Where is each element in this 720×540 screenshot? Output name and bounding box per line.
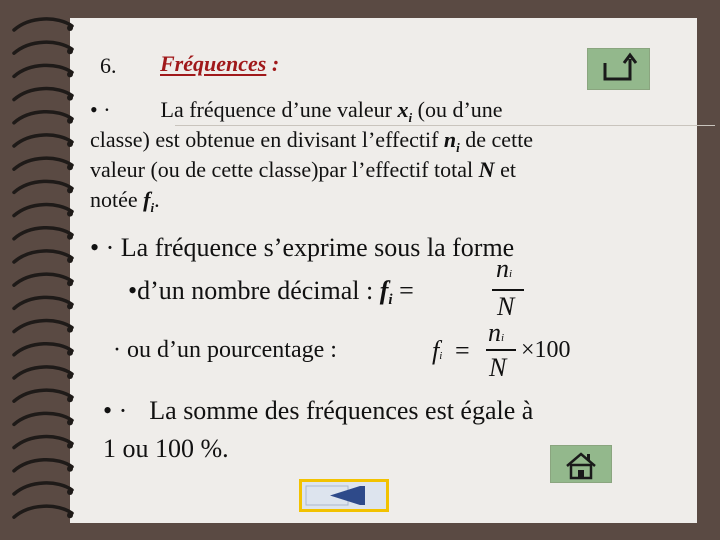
- binding-hole: [67, 234, 73, 240]
- binding-ring: [14, 390, 72, 401]
- lhs: fi: [432, 336, 443, 365]
- binding-hole: [67, 466, 73, 472]
- denominator: N: [497, 292, 515, 321]
- binding-hole: [67, 327, 73, 333]
- var-f: f: [143, 187, 151, 212]
- binding-ring: [14, 135, 72, 146]
- denominator: N: [489, 353, 507, 382]
- sub-i: i: [150, 200, 155, 215]
- binding-hole: [67, 211, 73, 217]
- fraction-bar: [486, 349, 516, 351]
- binding-hole: [67, 489, 73, 495]
- binding-ring: [14, 89, 72, 100]
- bullet: • ·: [90, 233, 115, 262]
- formula-ni-over-N: [492, 256, 532, 322]
- binding-ring: [14, 228, 72, 239]
- paragraph3-line1: [103, 398, 533, 424]
- paragraph3-line2: 1 ou 100 %.: [103, 434, 229, 463]
- binding-hole: [67, 95, 73, 101]
- binding-hole: [67, 443, 73, 449]
- text: (ou d’une: [412, 97, 503, 122]
- binding-ring: [14, 297, 72, 308]
- binding-hole: [67, 164, 73, 170]
- section-title-text: Fréquences: [160, 51, 267, 76]
- binding-hole: [67, 118, 73, 124]
- paragraph2-line3: [113, 338, 337, 362]
- times-100: ×100: [521, 337, 571, 363]
- bullet: • ·: [103, 396, 128, 425]
- back-button[interactable]: [299, 479, 389, 512]
- paragraph1-line1: [90, 97, 503, 125]
- binding-ring: [14, 344, 72, 355]
- text: .: [154, 187, 160, 212]
- binding-ring: [14, 112, 72, 123]
- binding-ring: [14, 274, 72, 285]
- equals: =: [455, 336, 470, 365]
- section-number: 6.: [100, 53, 117, 78]
- spiral-binding: [0, 0, 90, 540]
- numerator: ni: [496, 254, 513, 283]
- formula-percentage: [432, 318, 582, 384]
- binding-hole: [67, 141, 73, 147]
- text: de cette: [459, 127, 534, 152]
- paragraph1-line4: [90, 187, 160, 215]
- bullet: ·: [113, 337, 121, 363]
- binding-ring: [14, 506, 72, 517]
- return-button[interactable]: [587, 48, 650, 90]
- binding-ring: [14, 42, 72, 53]
- binding-ring: [14, 65, 72, 76]
- text: notée: [90, 187, 144, 212]
- var-n: n: [443, 127, 457, 152]
- binding-hole: [67, 48, 73, 54]
- text: et: [494, 157, 516, 182]
- binding-ring: [14, 19, 72, 30]
- binding-hole: [67, 25, 73, 31]
- paragraph2-line2: [128, 276, 414, 308]
- back-arrow-icon: [302, 482, 386, 509]
- binding-ring: [14, 460, 72, 471]
- binding-ring: [14, 158, 72, 169]
- binding-ring: [14, 205, 72, 216]
- sub-i: i: [456, 140, 460, 155]
- binding-hole: [67, 303, 73, 309]
- paragraph1-line3: [90, 159, 516, 181]
- text: La somme des fréquences est égale à: [149, 396, 534, 425]
- binding-hole: [67, 373, 73, 379]
- sub-i: i: [408, 110, 413, 125]
- text: ou d’un pourcentage :: [127, 337, 337, 363]
- binding-hole: [67, 419, 73, 425]
- var-N: N: [478, 157, 495, 182]
- binding-hole: [67, 257, 73, 263]
- binding-ring: [14, 413, 72, 424]
- var-x: x: [397, 97, 409, 122]
- paragraph1-line2: [90, 127, 534, 155]
- binding-ring: [14, 483, 72, 494]
- binding-hole: [67, 350, 73, 356]
- home-button[interactable]: [550, 445, 612, 483]
- text: La fréquence s’exprime sous la forme: [120, 233, 515, 262]
- bullet: •: [128, 276, 138, 305]
- fraction-bar: [492, 289, 524, 291]
- binding-ring: [14, 367, 72, 378]
- binding-ring: [14, 251, 72, 262]
- binding-ring: [14, 321, 72, 332]
- binding-hole: [67, 71, 73, 77]
- binding-ring: [14, 181, 72, 192]
- text: La fréquence d’une valeur: [160, 97, 398, 122]
- section-title: [160, 53, 279, 75]
- text: classe) est obtenue en divisant l’effectif: [90, 127, 444, 152]
- text: d’un nombre décimal :: [137, 276, 380, 305]
- binding-hole: [67, 280, 73, 286]
- section-title-suffix: :: [266, 51, 280, 76]
- var-f: f: [379, 276, 389, 305]
- bullet: • ·: [90, 97, 111, 122]
- binding-hole: [67, 512, 73, 518]
- divider-line: [175, 125, 715, 126]
- equals: =: [392, 276, 414, 305]
- sub-i: i: [388, 292, 393, 308]
- home-icon: [551, 446, 611, 482]
- binding-hole: [67, 396, 73, 402]
- text: valeur (ou de cette classe)par l’effectif total: [90, 157, 479, 182]
- binding-hole: [67, 187, 73, 193]
- binding-ring: [14, 437, 72, 448]
- paragraph2-line1: [90, 235, 514, 261]
- return-arrow-icon: [588, 49, 649, 89]
- numerator: ni: [488, 318, 505, 347]
